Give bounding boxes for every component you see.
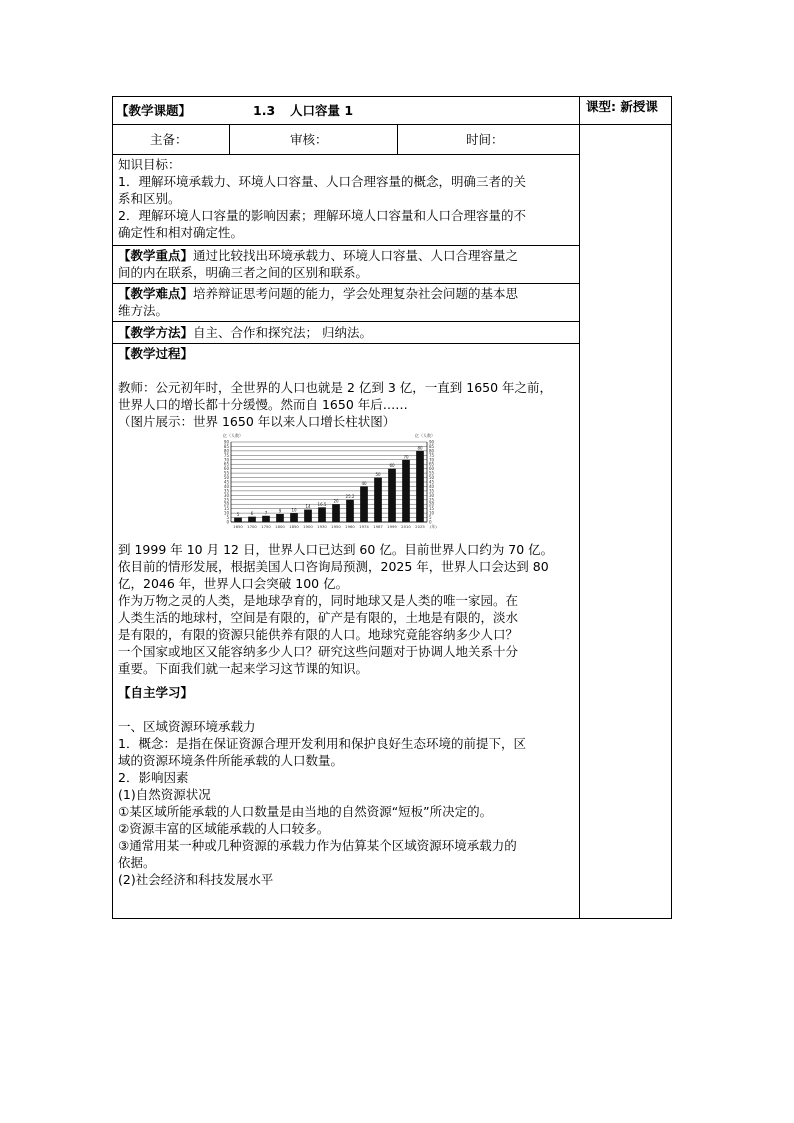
x-tick-label: 1700 <box>247 524 257 529</box>
bar-value-label: 70 <box>403 454 409 460</box>
y-tick-label-left: 75 <box>223 452 229 458</box>
process-line: 作为万物之灵的人类，是地球孕育的，同时地球又是人类的唯一家园。在 <box>118 593 519 608</box>
y-tick-label-right: 50 <box>429 475 435 481</box>
x-tick-label: 1930 <box>317 524 327 529</box>
lesson-label: 【教学课题】 <box>116 103 192 118</box>
bar <box>374 478 382 522</box>
methods-section <box>118 324 578 341</box>
self-study-line: 1．概念：是指在保证资源合理开发利用和保护良好生态环境的前提下，区 <box>118 736 526 751</box>
y-tick-label-left: 50 <box>223 475 229 481</box>
y-tick-label-right: 45 <box>429 479 435 485</box>
bar-value-label: 80 <box>417 445 423 451</box>
preparer-label: 主备： <box>150 132 188 147</box>
bar <box>332 504 340 522</box>
bar-value-label: 40 <box>361 480 367 486</box>
key-points-label: 【教学重点】 <box>118 248 194 263</box>
x-axis-label: (年) <box>430 524 437 529</box>
process-line: 依目前的情形发展，根据美国人口咨询局预测，2025 年，世界人口会达到 80 <box>118 559 549 574</box>
x-tick-label: 1950 <box>331 524 341 529</box>
objective-line: 2．理解环境人口容量的影响因素；理解环境人口容量和人口合理容量的不 <box>118 208 526 223</box>
self-study-section <box>118 684 578 888</box>
objective-line: 系和区别。 <box>118 191 181 206</box>
x-tick-label: 1974 <box>359 524 369 529</box>
y-tick-label-right: 70 <box>429 457 435 463</box>
bar-value-label: 14 <box>305 504 311 510</box>
y-tick-label-left: 30 <box>223 492 229 498</box>
x-tick-label: 1900 <box>303 524 313 529</box>
bar <box>318 507 326 522</box>
y-tick-label-right: 85 <box>429 443 435 449</box>
y-tick-label-right: 75 <box>429 452 435 458</box>
y-tick-label-left: 40 <box>223 483 229 489</box>
course-type: 课型: 新授课 <box>586 99 658 114</box>
y-tick-label-left: 10 <box>223 510 229 516</box>
process-section <box>118 345 578 430</box>
process-line: 是有限的，有限的资源只能供养有限的人口。地球究竟能容纳多少人口？ <box>118 627 519 642</box>
x-tick-label: 1850 <box>289 524 299 529</box>
bar <box>402 460 410 522</box>
x-tick-label: 1999 <box>387 524 397 529</box>
time-label: 时间： <box>466 132 504 147</box>
self-study-line: 2．影响因素 <box>118 770 189 785</box>
divider <box>579 96 580 919</box>
objective-line: 确定性和相对确定性。 <box>118 225 244 240</box>
bar-value-label: 6 <box>250 511 254 517</box>
y-tick-label-right: 30 <box>429 492 435 498</box>
y-tick-label-left: 70 <box>223 457 229 463</box>
key-points-text: 通过比较找出环境承载力、环境人口容量、人口合理容量之 <box>193 248 519 263</box>
divider <box>112 283 579 284</box>
population-bar-chart <box>218 430 440 538</box>
y-tick-label-right: 90 <box>429 439 435 445</box>
y-tick-label-right: 20 <box>429 501 435 507</box>
y-tick-label-right: 15 <box>429 506 435 512</box>
y-tick-label-left: 35 <box>223 488 229 494</box>
process-line: 一个国家或地区又能容纳多少人口？研究这些问题对于协调人地关系十分 <box>118 644 519 659</box>
bar <box>360 486 368 522</box>
divider <box>112 343 579 344</box>
bar-value-label: 10 <box>291 507 297 513</box>
bar <box>304 510 312 522</box>
y-tick-label-right: 10 <box>429 510 435 516</box>
difficulties-section <box>118 285 578 319</box>
bar-value-label: 16.5 <box>317 501 327 507</box>
process-line: 世界人口的增长都十分缓慢。然而自 1650 年后…… <box>118 397 408 412</box>
y-tick-label-left: 90 <box>223 439 229 445</box>
self-study-line: (2)社会经济和科技发展水平 <box>118 872 274 887</box>
bar <box>290 513 298 522</box>
y-tick-label-left: 55 <box>223 470 229 476</box>
y-tick-label-left: 45 <box>223 479 229 485</box>
lesson-title: 人口容量 1 <box>290 103 354 118</box>
difficulties-label: 【教学难点】 <box>118 286 194 301</box>
key-points-section <box>118 247 578 281</box>
bar <box>262 516 270 522</box>
process-line: 亿，2046 年，世界人口会突破 100 亿。 <box>118 576 349 591</box>
bar <box>276 514 284 522</box>
methods-label: 【教学方法】 <box>118 325 194 340</box>
x-tick-label: 2010 <box>401 524 411 529</box>
y-axis-label-right: 亿（人数） <box>415 433 435 438</box>
divider <box>229 124 230 154</box>
process-line: 人类生活的地球村，空间是有限的，矿产是有限的，土地是有限的，淡水 <box>118 610 519 625</box>
after-chart-section <box>118 541 578 677</box>
y-tick-label-right: 25 <box>429 497 435 503</box>
reviewer-label: 审核： <box>290 132 328 147</box>
y-tick-label-left: 25 <box>223 497 229 503</box>
y-tick-label-right: 60 <box>429 466 435 472</box>
divider <box>112 154 579 155</box>
x-tick-label: 1960 <box>345 524 355 529</box>
difficulties-text: 培养辩证思考问题的能力，学会处理复杂社会问题的基本思 <box>193 286 519 301</box>
self-study-label: 【自主学习】 <box>118 685 194 700</box>
y-tick-label-left: 5 <box>226 515 229 521</box>
bar <box>234 518 242 522</box>
x-tick-label: 1800 <box>275 524 285 529</box>
objectives-heading: 知识目标： <box>118 157 181 172</box>
bar-value-label: 60 <box>389 463 395 469</box>
y-tick-label-right: 80 <box>429 448 435 454</box>
objectives-section <box>118 156 578 241</box>
y-tick-label-left: 80 <box>223 448 229 454</box>
y-tick-label-right: 35 <box>429 488 435 494</box>
y-tick-label-left: 65 <box>223 461 229 467</box>
lesson-number: 1.3 <box>253 103 276 118</box>
bar <box>248 517 256 522</box>
self-study-line: (1)自然资源状况 <box>118 787 211 802</box>
process-line: 教师：公元初年时，全世界的人口也就是 2 亿到 3 亿，一直到 1650 年之前， <box>118 380 553 395</box>
bar-value-label: 5 <box>236 512 240 518</box>
y-tick-label-left: 85 <box>223 443 229 449</box>
divider <box>397 124 398 154</box>
bar <box>388 469 396 522</box>
y-axis-label-left: 亿（人数） <box>223 433 243 438</box>
key-points-text: 间的内在联系，明确三者之间的区别和联系。 <box>118 265 369 280</box>
divider <box>112 124 672 125</box>
y-tick-label-right: 0 <box>429 519 432 525</box>
y-tick-label-left: 0 <box>226 519 229 525</box>
y-tick-label-right: 65 <box>429 461 435 467</box>
process-label: 【教学过程】 <box>118 346 194 361</box>
y-tick-label-left: 60 <box>223 466 229 472</box>
y-tick-label-right: 40 <box>429 483 435 489</box>
self-study-line: 域的资源环境条件所能承载的人口数量。 <box>118 753 344 768</box>
x-tick-label: 1650 <box>233 524 243 529</box>
difficulties-text: 维方法。 <box>118 303 169 318</box>
y-tick-label-left: 15 <box>223 506 229 512</box>
process-line: 重要。下面我们就一起来学习这节课的知识。 <box>118 661 369 676</box>
bar-value-label: 50 <box>375 472 381 478</box>
self-study-line: ②资源丰富的区域能承载的人口较多。 <box>118 821 330 836</box>
bar-value-label: 7 <box>264 510 268 516</box>
process-line: （图片展示：世界 1650 年以来人口增长柱状图） <box>118 414 396 429</box>
y-tick-label-left: 20 <box>223 501 229 507</box>
x-tick-label: 2025 <box>415 524 425 529</box>
divider <box>112 245 579 246</box>
bar-value-label: 25.2 <box>345 494 355 500</box>
process-line: 到 1999 年 10 月 12 日，世界人口已达到 60 亿。目前世界人口约为 70 亿。 <box>118 542 554 557</box>
y-tick-label-right: 5 <box>429 515 432 521</box>
self-study-line: 依据。 <box>118 855 156 870</box>
self-study-line: ③通常用某一种或几种资源的承载力作为估算某个区域资源环境承载力的 <box>118 838 517 853</box>
bar <box>346 500 354 522</box>
x-tick-label: 1750 <box>261 524 271 529</box>
bar-value-label: 20 <box>333 498 339 504</box>
methods-text: 自主、合作和探究法； 归纳法。 <box>193 325 372 340</box>
divider <box>112 321 579 322</box>
self-study-line: 一、区域资源环境承载力 <box>118 719 256 734</box>
y-tick-label-right: 55 <box>429 470 435 476</box>
self-study-line: ①某区域所能承载的人口数量是由当地的自然资源“短板”所决定的。 <box>118 804 493 819</box>
bar-value-label: 9 <box>278 508 282 514</box>
bar <box>416 451 424 522</box>
x-tick-label: 1987 <box>373 524 383 529</box>
objective-line: 1．理解环境承载力、环境人口容量、人口合理容量的概念，明确三者的关 <box>118 174 526 189</box>
